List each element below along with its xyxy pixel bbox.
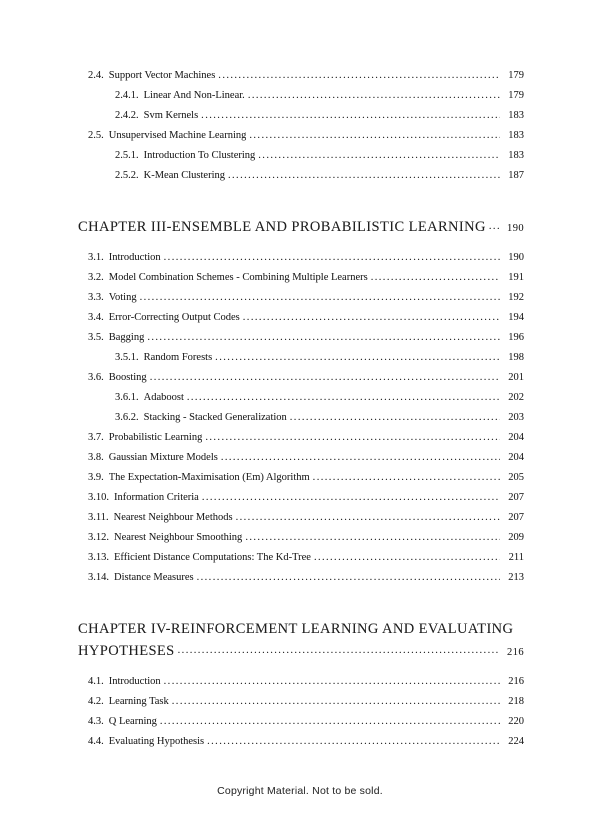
entry-number: 4.1. (88, 676, 104, 687)
entry-title: Svm Kernels (143, 110, 199, 121)
entry-number: 3.6. (88, 372, 104, 383)
toc-entry-row (78, 146, 524, 166)
entry-number: 3.13. (88, 552, 109, 563)
dot-leader (236, 508, 500, 528)
entry-title: Introduction (108, 676, 161, 687)
toc-entry-row (78, 508, 524, 528)
dot-leader (258, 146, 500, 166)
dot-leader (314, 548, 500, 568)
chapter-heading-line (78, 216, 524, 240)
dot-leader (290, 408, 500, 428)
chapter-heading-line (78, 640, 524, 664)
chapter-page-number: 190 (507, 223, 524, 234)
entry-number: 4.3. (88, 716, 104, 727)
toc-entry-row (78, 428, 524, 448)
toc-entry-row (78, 268, 524, 288)
chapter-heading (78, 216, 524, 240)
entry-title: Nearest Neighbour Methods (113, 512, 233, 523)
entry-number: 3.5. (88, 332, 104, 343)
dot-leader (150, 368, 500, 388)
dot-leader (248, 86, 500, 106)
entry-number: 3.1. (88, 252, 104, 263)
entry-number: 3.9. (88, 472, 104, 483)
dot-leader (197, 568, 500, 588)
entry-title: Efficient Distance Computations: The Kd-Tree (114, 552, 311, 563)
entry-page-number: 204 (508, 432, 524, 443)
dot-leader (147, 328, 500, 348)
entry-number: 3.10. (88, 492, 109, 503)
entry-page-number: 216 (508, 676, 524, 687)
entry-number: 4.2. (88, 696, 104, 707)
toc-entry-row (78, 388, 524, 408)
entry-title: Distance Measures (114, 572, 194, 583)
entry-page-number: 209 (508, 532, 524, 543)
entry-title: Evaluating Hypothesis (108, 736, 205, 747)
toc-entry-row (78, 348, 524, 368)
entry-title: Bagging (108, 332, 145, 343)
entry-title: Introduction To Clustering (143, 150, 256, 161)
dot-leader (164, 672, 500, 692)
entry-title: Nearest Neighbour Smoothing (114, 532, 243, 543)
entry-page-number: 196 (508, 332, 524, 343)
entry-number: 2.4.1. (115, 90, 139, 101)
entry-page-number: 192 (508, 292, 524, 303)
toc-entry-row (78, 712, 524, 732)
entry-number: 3.4. (88, 312, 104, 323)
dot-leader (249, 126, 500, 146)
entry-number: 3.14. (88, 572, 109, 583)
entry-number: 3.2. (88, 272, 104, 283)
entry-number: 2.4.2. (115, 110, 139, 121)
entry-page-number: 183 (508, 110, 524, 121)
dot-leader (140, 288, 500, 308)
entry-page-number: 183 (508, 130, 524, 141)
toc-entry-row (78, 288, 524, 308)
entry-number: 2.4. (88, 70, 104, 81)
entry-title: The Expectation-Maximisation (Em) Algorithm (108, 472, 310, 483)
chapter-heading (78, 618, 524, 664)
toc-entry-row (78, 692, 524, 712)
chapter-page-number: 216 (507, 647, 524, 658)
dot-leader (228, 166, 500, 186)
entry-page-number: 202 (508, 392, 524, 403)
dot-leader (164, 248, 500, 268)
toc-entry-row (78, 408, 524, 428)
entry-title: Boosting (108, 372, 147, 383)
entry-page-number: 205 (508, 472, 524, 483)
entry-title: Error-Correcting Output Codes (108, 312, 240, 323)
toc-entry-row (78, 468, 524, 488)
dot-leader (178, 640, 500, 664)
entry-title: Model Combination Schemes - Combining Multiple Learners (108, 272, 368, 283)
entry-title: Random Forests (143, 352, 213, 363)
dot-leader (313, 468, 500, 488)
entry-title: Linear And Non-Linear. (143, 90, 245, 101)
dot-leader (160, 712, 500, 732)
entry-title: Stacking - Stacked Generalization (143, 412, 287, 423)
entry-page-number: 220 (508, 716, 524, 727)
toc-entry-row (78, 448, 524, 468)
dot-leader (221, 448, 500, 468)
entry-number: 3.7. (88, 432, 104, 443)
toc-entry-row (78, 488, 524, 508)
entry-number: 3.5.1. (115, 352, 139, 363)
entry-number: 3.3. (88, 292, 104, 303)
entry-title: Unsupervised Machine Learning (108, 130, 247, 141)
entry-title: Introduction (108, 252, 161, 263)
toc-entry-row (78, 248, 524, 268)
entry-number: 2.5.1. (115, 150, 139, 161)
entry-number: 3.8. (88, 452, 104, 463)
dot-leader (243, 308, 500, 328)
entry-number: 4.4. (88, 736, 104, 747)
toc-entry-row (78, 308, 524, 328)
entry-title: Voting (108, 292, 137, 303)
entry-page-number: 224 (508, 736, 524, 747)
toc-entry-row (78, 106, 524, 126)
entry-number: 3.12. (88, 532, 109, 543)
entry-page-number: 218 (508, 696, 524, 707)
entry-page-number: 179 (508, 90, 524, 101)
dot-leader (215, 348, 500, 368)
entry-page-number: 191 (508, 272, 524, 283)
entry-number: 3.11. (88, 512, 109, 523)
entry-page-number: 211 (508, 552, 524, 563)
table-of-contents (78, 66, 524, 752)
entry-title: Probabilistic Learning (108, 432, 203, 443)
dot-leader (207, 732, 500, 752)
dot-leader (201, 106, 500, 126)
entry-title: Gaussian Mixture Models (108, 452, 218, 463)
entry-page-number: 207 (508, 512, 524, 523)
toc-entry-row (78, 66, 524, 86)
dot-leader (205, 428, 500, 448)
toc-entry-row (78, 166, 524, 186)
chapter-title-text: CHAPTER III-ENSEMBLE AND PROBABILISTIC LEARNING (78, 219, 486, 235)
entry-number: 2.5.2. (115, 170, 139, 181)
chapter-title-text: HYPOTHESES (78, 643, 175, 659)
entry-page-number: 198 (508, 352, 524, 363)
entry-page-number: 187 (508, 170, 524, 181)
entry-page-number: 194 (508, 312, 524, 323)
toc-entry-row (78, 328, 524, 348)
dot-leader (172, 692, 500, 712)
chapter-title-text: CHAPTER IV-REINFORCEMENT LEARNING AND EVALUATING (78, 621, 514, 637)
entry-page-number: 201 (508, 372, 524, 383)
entry-page-number: 207 (508, 492, 524, 503)
entry-page-number: 213 (508, 572, 524, 583)
entry-title: Information Criteria (114, 492, 199, 503)
toc-entry-row (78, 126, 524, 146)
dot-leader (371, 268, 500, 288)
entry-number: 2.5. (88, 130, 104, 141)
entry-title: Q Learning (108, 716, 157, 727)
dot-leader (489, 216, 500, 240)
entry-page-number: 179 (508, 70, 524, 81)
entry-title: Learning Task (108, 696, 169, 707)
toc-entry-row (78, 86, 524, 106)
entry-page-number: 204 (508, 452, 524, 463)
toc-entry-row (78, 568, 524, 588)
toc-entry-row (78, 548, 524, 568)
entry-page-number: 190 (508, 252, 524, 263)
toc-entry-row (78, 672, 524, 692)
dot-leader (202, 488, 500, 508)
entry-title: Adaboost (143, 392, 184, 403)
chapter-heading-line (78, 618, 524, 640)
entry-number: 3.6.2. (115, 412, 139, 423)
entry-title: Support Vector Machines (108, 70, 216, 81)
entry-page-number: 183 (508, 150, 524, 161)
dot-leader (245, 528, 500, 548)
entry-page-number: 203 (508, 412, 524, 423)
entry-title: K-Mean Clustering (143, 170, 225, 181)
dot-leader (218, 66, 500, 86)
toc-entry-row (78, 368, 524, 388)
copyright-footer: Copyright Material. Not to be sold. (217, 785, 383, 797)
dot-leader (187, 388, 500, 408)
toc-entry-row (78, 732, 524, 752)
entry-number: 3.6.1. (115, 392, 139, 403)
toc-entry-row (78, 528, 524, 548)
